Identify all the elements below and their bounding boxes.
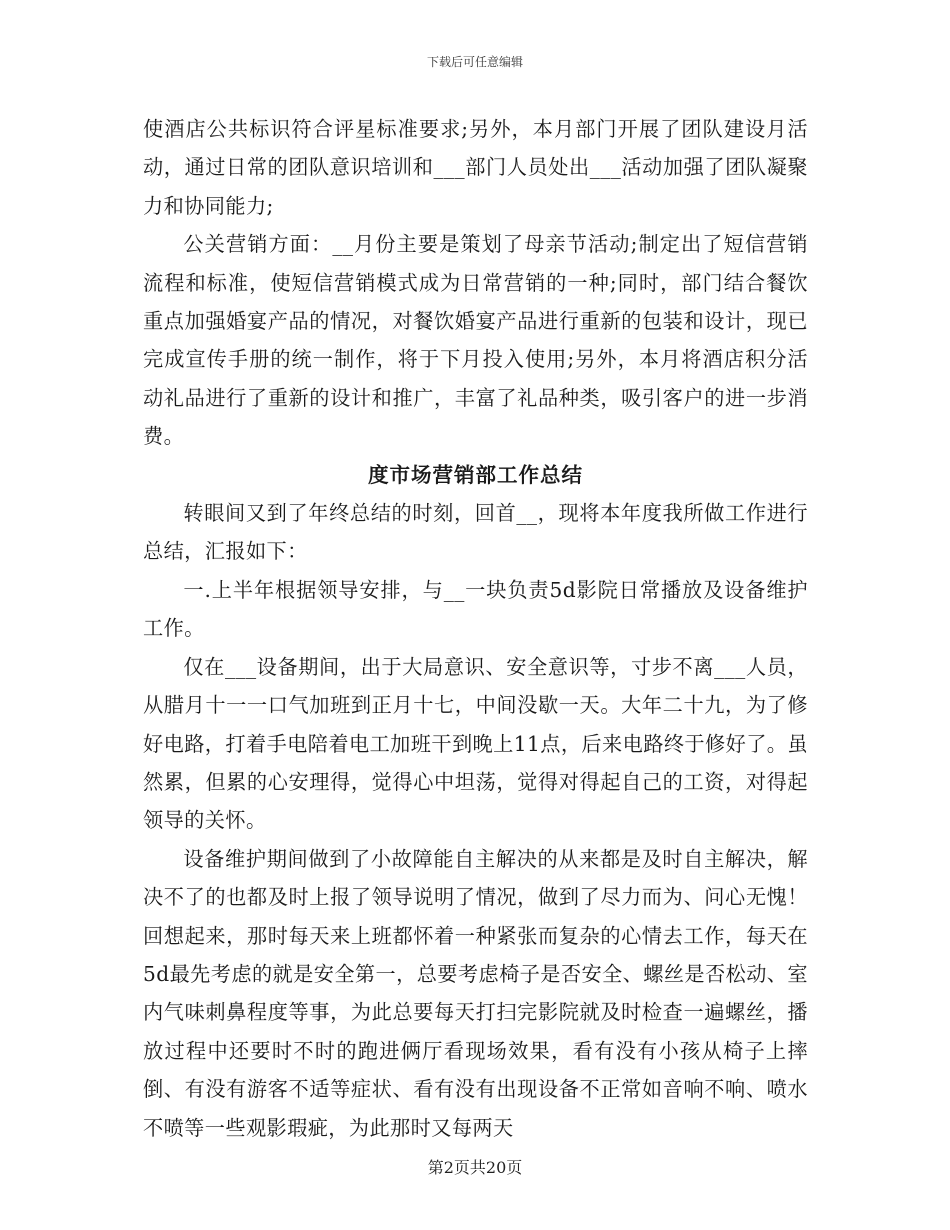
document-body xyxy=(143,110,808,1147)
section-title: 度市场营销部工作总结 xyxy=(368,462,583,487)
paragraph-pr-marketing: 公关营销方面：__月份主要是策划了母亲节活动;制定出了短信营销流程和标准，使短信营销模式成为日常营销的一种;同时，部门结合餐饮重点加强婚宴产品的情况，对餐饮婚宴产品进行重新的包装和设计，现已完成宣传手册的统一制作，将于下月投入使用;另外，本月将酒店积分活动礼品进行了重新的设计和推广，丰富了礼品种类，吸引客户的进一步消费。 xyxy=(143,232,808,449)
paragraph-continuation: 使酒店公共标识符合评星标准要求;另外，本月部门开展了团队建设月活动，通过日常的团队意识培训和___部门人员处出___活动加强了团队凝聚力和协同能力; xyxy=(143,117,808,218)
paragraph-item-one: 一.上半年根据领导安排，与__一块负责5d影院日常播放及设备维护工作。 xyxy=(143,577,808,641)
paragraph-intro: 转眼间又到了年终总结的时刻，回首__，现将本年度我所做工作进行总结，汇报如下： xyxy=(143,501,808,564)
page-header-note: 下载后可任意编辑 xyxy=(426,55,523,69)
paragraph-maintenance: 设备维护期间做到了小故障能自主解决的从来都是及时自主解决，解决不了的也都及时上报了领导说明了情况，做到了尽力而为、问心无愧！回想起来，那时每天来上班都怀着一种紧张而复杂的心情去工作，每天在5d最先考虑的就是安全第一，总要考虑椅子是否安全、螺丝是否松动、室内气味刺鼻程度等事，为此总要每天打扫完影院就及时检查一遍螺丝，播放过程中还要时不时的跑进俩厅看现场效果，看有没有小孩从椅子上摔倒、有没有游客不适等症状、看有没有出现设备不正常如音响不响、喷水不喷等一些观影瑕疵，为此那时又每两天 xyxy=(143,846,808,1140)
page-number-footer: 第2页共20页 xyxy=(427,1158,523,1177)
paragraph-overtime: 仅在___设备期间，出于大局意识、安全意识等，寸步不离___人员，从腊月十一一口气加班到正月十七，中间没歇一天。大年二十九，为了修好电路，打着手电陪着电工加班干到晚上11点，后来电路终于修好了。虽然累，但累的心安理得，觉得心中坦荡，觉得对得起自己的工资，对得起领导的关怀。 xyxy=(143,654,808,833)
